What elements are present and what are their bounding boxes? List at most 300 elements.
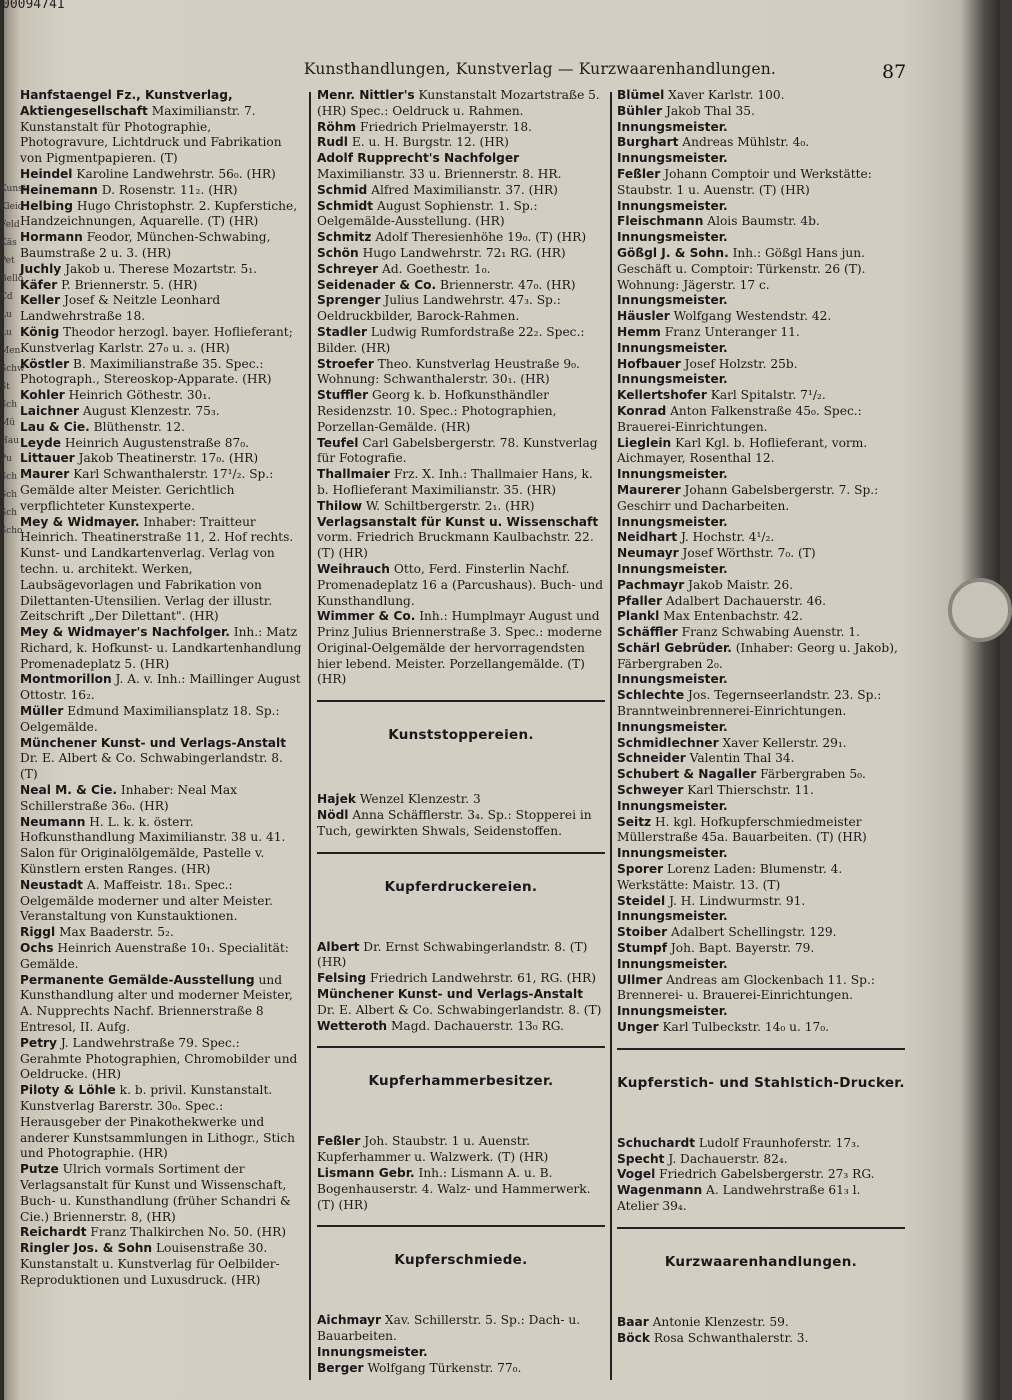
entry-name: Bühler xyxy=(617,103,663,118)
directory-entry xyxy=(20,325,303,357)
directory-entry xyxy=(617,799,905,815)
directory-entry xyxy=(317,971,605,987)
column-2 xyxy=(317,88,605,1377)
directory-entry xyxy=(317,1166,605,1213)
entry-name: Innungsmeister. xyxy=(617,846,728,861)
entry-name: Menr. Nittler's xyxy=(317,88,415,102)
entry-name: Schlechte xyxy=(617,688,685,703)
directory-entry xyxy=(617,815,905,847)
directory-entry xyxy=(617,104,905,120)
entry-name: Innungsmeister. xyxy=(617,340,728,355)
directory-entry xyxy=(20,704,303,736)
entry-details: Inh.: Gößgl Hans jun. Geschäft u. Comptoir: Türkenstr. 26 (T). Wohnung: Jägerstr. 17 c. xyxy=(617,245,866,292)
entry-details: Feodor, München-Schwabing, Baumstraße 2 u. 3. (HR) xyxy=(20,230,271,260)
entry-list xyxy=(317,1313,605,1376)
entry-details: Blüthenstr. 12. xyxy=(89,419,185,434)
directory-entry xyxy=(617,941,905,957)
entry-details: Kunstanstalt Mozartstraße 5. (HR) Spec.: Oeldruck u. Rahmen. xyxy=(317,88,600,118)
entry-name: Schweyer xyxy=(617,783,684,798)
directory-entry xyxy=(617,609,905,625)
entry-details: A. Maffeistr. 18₁. Spec.: Oelgemälde moderner und alter Meister. Veranstaltung von Kunstauktionen. xyxy=(20,877,273,924)
section-kupferdruckereien xyxy=(317,852,605,940)
directory-entry xyxy=(20,199,303,231)
entry-name: Baar xyxy=(617,1314,649,1329)
directory-entry xyxy=(20,230,303,262)
directory-entry xyxy=(617,1152,905,1168)
entry-details: Friedrich Prielmayerstr. 18. xyxy=(356,119,533,134)
entry-name: Hofbauer xyxy=(617,356,681,371)
entry-name: Feßler xyxy=(617,166,661,181)
entry-details: E. u. H. Burgstr. 12. (HR) xyxy=(347,135,509,150)
directory-entry xyxy=(617,325,905,341)
entry-details: Franz Thalkirchen No. 50. (HR) xyxy=(86,1225,287,1240)
left-strip-fragment: Sch xyxy=(0,508,18,518)
left-strip-fragment: Sch xyxy=(0,472,18,482)
entry-details: (Inhaber: Georg u. Jakob), Färbergraben 2₀. xyxy=(617,640,898,671)
directory-entry xyxy=(317,436,605,468)
entry-details: Hugo Christophstr. 2. Kupferstiche, Handzeichnungen, Aquarelle. (T) (HR) xyxy=(20,198,298,229)
column-1 xyxy=(20,88,303,1289)
entry-details: Xaver Karlstr. 100. xyxy=(664,88,785,102)
directory-entry xyxy=(617,467,905,483)
entry-name: Häusler xyxy=(617,309,670,324)
entry-list xyxy=(317,1134,605,1213)
entry-details: Anna Schäfflerstr. 3₄. Sp.: Stopperei in Tuch, gewirkten Shwals, Seidenstoffen. xyxy=(317,808,592,838)
directory-entry xyxy=(617,388,905,404)
page-number: 87 xyxy=(882,61,907,83)
entry-details: Theodor herzogl. bayer. Hoflieferant; Kunstverlag Karlstr. 27₀ u. ₃. (HR) xyxy=(20,324,293,355)
column-rule-1 xyxy=(309,92,311,1380)
directory-entry xyxy=(20,88,303,167)
directory-entry xyxy=(317,278,605,294)
directory-entry xyxy=(617,1004,905,1020)
entry-name: Seidenader & Co. xyxy=(317,277,437,292)
entry-name: Wimmer & Co. xyxy=(317,609,416,624)
entry-details: Adalbert Schellingstr. 129. xyxy=(667,925,837,940)
directory-entry xyxy=(317,562,605,609)
entry-details: Franz Unteranger 11. xyxy=(660,324,800,339)
left-strip-fragment: Bello xyxy=(0,274,24,284)
entry-details: D. Rosenstr. 11₂. (HR) xyxy=(97,182,238,197)
entry-name: Innungsmeister. xyxy=(617,909,728,924)
entry-name: Permanente Gemälde-Ausstellung xyxy=(20,972,255,987)
entry-name: Innungsmeister. xyxy=(617,1004,728,1019)
entry-name: Schmitz xyxy=(317,230,372,245)
directory-entry xyxy=(617,372,905,388)
entry-details: Jakob Theatinerstr. 17₀. (HR) xyxy=(74,451,259,466)
entry-details: Xaver Kellerstr. 29₁. xyxy=(718,735,847,750)
entry-name: Kellertshofer xyxy=(617,388,707,403)
entry-details: Heinrich Augustenstraße 87₀. xyxy=(60,435,249,450)
left-strip-fragment: Pu xyxy=(0,454,12,464)
entry-details: und Kunsthandlung alter und moderner Meister, A. Nupprechts Nachf. Briennerstraße 8 Entresol, II. Aufg. xyxy=(20,972,293,1035)
entry-name: Innungsmeister. xyxy=(617,798,728,813)
entry-name: Lieglein xyxy=(617,435,672,450)
entry-name: Kohler xyxy=(20,388,65,403)
entry-details: Färbergraben 5₀. xyxy=(756,767,866,782)
directory-entry xyxy=(20,1083,303,1162)
entry-details: J. Hochstr. 4¹/₂. xyxy=(677,530,775,545)
entry-name: Helbing xyxy=(20,198,73,213)
entry-name: Münchener Kunst- und Verlags-Anstalt xyxy=(20,735,287,750)
directory-entry xyxy=(20,404,303,420)
entry-details: A. Landwehrstraße 61₃ l. Atelier 39₄. xyxy=(617,1183,861,1213)
directory-entry xyxy=(20,941,303,973)
directory-entry xyxy=(20,420,303,436)
entry-name: Schön xyxy=(317,245,359,260)
entry-details: k. b. privil. Kunstanstalt. Kunstverlag Barerstr. 30₀. Spec.: Herausgeber der Pinakothekwerke und anderer Kunstsammlungen in Lithogr., Stich und Photographie. (HR) xyxy=(20,1083,295,1161)
entry-list xyxy=(617,88,905,1036)
entry-name: Verlagsanstalt für Kunst u. Wissenschaft xyxy=(317,514,599,529)
entry-details: Rosa Schwanthalerstr. 3. xyxy=(650,1330,809,1345)
directory-entry xyxy=(20,925,303,941)
entry-details: Johann Gabelsbergerstr. 7. Sp.: Geschirr und Dacharbeiten. xyxy=(617,482,879,513)
entry-name: Blümel xyxy=(617,88,665,102)
directory-entry xyxy=(20,625,303,672)
entry-name: Schäffler xyxy=(617,625,678,640)
directory-entry xyxy=(617,909,905,925)
entry-name: Innungsmeister. xyxy=(617,561,728,576)
entry-details: Friedrich Landwehrstr. 61, RG. (HR) xyxy=(366,971,596,986)
directory-entry xyxy=(617,1136,905,1152)
entry-details: Heinrich Auenstraße 10₁. Specialität: Gemälde. xyxy=(20,941,289,971)
directory-entry xyxy=(20,436,303,452)
entry-details: J. Landwehrstraße 79. Spec.: Gerahmte Photographien, Chromobilder und Oeldrucke. (HR) xyxy=(20,1035,298,1082)
entry-details: Carl Gabelsbergerstr. 78. Kunstverlag für Fotografie. xyxy=(317,435,598,466)
entry-details: Inh.: Matz Richard, k. Hofkunst- u. Landkartenhandlung Promenadeplatz 5. (HR) xyxy=(20,625,302,671)
entry-name: Steidel xyxy=(617,893,666,908)
directory-entry xyxy=(617,135,905,151)
entry-name: Sporer xyxy=(617,862,664,877)
directory-entry xyxy=(317,515,605,562)
directory-entry xyxy=(317,151,605,183)
directory-entry xyxy=(617,783,905,799)
entry-name: Neal M. & Cie. xyxy=(20,783,118,798)
entry-details: H. L. k. k. österr. Hofkunsthandlung Maximilianstr. 38 u. 41. Salon für Originalölgemälde, Pastelle v. Künstlern ersten Ranges. (HR) xyxy=(20,814,286,877)
entry-details: Valentin Thal 34. xyxy=(685,751,795,766)
entry-details: Heinrich Göthestr. 30₁. xyxy=(64,388,212,403)
entry-details: August Klenzestr. 75₃. xyxy=(79,403,220,418)
entry-name: Schmidlechner xyxy=(617,735,719,750)
directory-entry xyxy=(317,262,605,278)
directory-entry xyxy=(617,957,905,973)
entry-name: Vogel xyxy=(617,1167,656,1182)
entry-name: Schubert & Nagaller xyxy=(617,767,757,782)
directory-entry xyxy=(317,120,605,136)
entry-list xyxy=(617,1136,905,1215)
entry-list xyxy=(617,1315,905,1347)
directory-entry xyxy=(20,1241,303,1288)
directory-entry xyxy=(20,783,303,815)
entry-name: Stumpf xyxy=(617,941,668,956)
entry-details: Julius Landwehrstr. 47₃. Sp.: Oeldruckbilder, Barock-Rahmen. xyxy=(317,293,561,324)
entry-details: Louisenstraße 30. Kunstanstalt u. Kunstverlag für Oelbilder-Reproduktionen und Luxusdruck. (HR) xyxy=(20,1241,280,1287)
directory-entry xyxy=(617,151,905,167)
directory-entry xyxy=(617,1183,905,1215)
entry-name: Stuffler xyxy=(317,388,369,403)
directory-entry xyxy=(317,246,605,262)
entry-name: Lismann Gebr. xyxy=(317,1166,415,1181)
directory-entry xyxy=(20,167,303,183)
entry-name: König xyxy=(20,324,60,339)
entry-details: Briennerstr. 47₀. (HR) xyxy=(436,277,576,292)
entry-name: Innungsmeister. xyxy=(617,293,728,308)
left-strip-fragment: Käs xyxy=(0,238,17,248)
directory-entry xyxy=(617,751,905,767)
directory-entry xyxy=(617,688,905,720)
directory-entry xyxy=(20,262,303,278)
directory-entry xyxy=(617,309,905,325)
entry-name: Petry xyxy=(20,1035,57,1050)
left-strip-fragment: Lu xyxy=(0,310,12,320)
entry-details: Theo. Kunstverlag Heustraße 9₀. Wohnung: Schwanthalerstr. 30₁. (HR) xyxy=(317,356,580,387)
directory-entry xyxy=(20,736,303,783)
directory-entry xyxy=(617,88,905,104)
directory-entry xyxy=(617,515,905,531)
entry-name: Ochs xyxy=(20,941,54,956)
entry-details: B. Maximilianstraße 35. Spec.: Photograph., Stereoskop-Apparate. (HR) xyxy=(20,356,272,387)
entry-name: Reichardt xyxy=(20,1225,87,1240)
entry-name: Schärl Gebrüder. xyxy=(617,640,732,655)
directory-entry xyxy=(317,88,605,120)
entry-details: Karl Tulbeckstr. 14₀ u. 17₀. xyxy=(658,1020,830,1035)
entry-name: Laichner xyxy=(20,403,80,418)
entry-name: Schneider xyxy=(617,751,686,766)
left-strip-fragment: Sch xyxy=(0,490,18,500)
entry-name: Schuchardt xyxy=(617,1135,696,1150)
entry-name: Teufel xyxy=(317,435,359,450)
entry-details: Dr. Ernst Schwabingerlandstr. 8. (T) (HR) xyxy=(317,939,588,970)
entry-details: Xav. Schillerstr. 5. Sp.: Dach- u. Bauarbeiten. xyxy=(317,1313,581,1344)
directory-entry xyxy=(20,1225,303,1241)
directory-entry xyxy=(20,278,303,294)
entry-name: Rudl xyxy=(317,135,348,150)
entry-name: Feßler xyxy=(317,1134,361,1149)
directory-entry xyxy=(617,246,905,293)
entry-details: Georg k. b. Hofkunsthändler Residenzstr. 10. Spec.: Photographien, Porzellan-Gemälde. (HR) xyxy=(317,388,557,434)
directory-entry xyxy=(317,987,605,1019)
entry-name: Wagenmann xyxy=(617,1183,703,1198)
entry-name: Maurer xyxy=(20,467,70,482)
entry-details: Jakob Maistr. 26. xyxy=(684,577,794,592)
directory-entry xyxy=(617,436,905,468)
directory-entry xyxy=(20,293,303,325)
entry-details: Friedrich Gabelsbergerstr. 27₃ RG. xyxy=(655,1167,875,1182)
entry-details: Magd. Dachauerstr. 13₀ RG. xyxy=(387,1018,564,1033)
entry-name: Mey & Widmayer's Nachfolger. xyxy=(20,625,230,640)
directory-entry xyxy=(617,530,905,546)
left-strip-fragment: Pet xyxy=(0,256,15,266)
directory-entry xyxy=(317,388,605,435)
directory-entry xyxy=(317,1313,605,1345)
entry-details: Joh. Bapt. Bayerstr. 79. xyxy=(667,941,815,956)
entry-name: Maurerer xyxy=(617,482,681,497)
entry-details: Josef Wörthstr. 7₀. (T) xyxy=(678,546,816,561)
left-strip-fragment: Scho xyxy=(0,526,23,536)
entry-name: Innungsmeister. xyxy=(317,1345,428,1360)
entry-name: Müller xyxy=(20,704,64,719)
directory-entry xyxy=(617,720,905,736)
entry-details: J. H. Lindwurmstr. 91. xyxy=(665,893,806,908)
section-kupferstich-drucker xyxy=(617,1048,905,1136)
directory-entry xyxy=(20,467,303,514)
entry-name: Böck xyxy=(617,1330,650,1345)
left-strip-fragment: Men xyxy=(0,346,21,356)
section-title: Kunststoppereien. xyxy=(388,727,534,744)
directory-entry xyxy=(20,973,303,1036)
entry-details: Josef & Neitzle Leonhard Landwehrstraße 18. xyxy=(20,293,221,324)
directory-entry xyxy=(617,925,905,941)
entry-name: Innungsmeister. xyxy=(617,151,728,166)
entry-name: Leyde xyxy=(20,435,61,450)
directory-entry xyxy=(617,1331,905,1347)
directory-entry xyxy=(317,293,605,325)
directory-entry xyxy=(317,325,605,357)
entry-name: Thallmaier xyxy=(317,467,390,482)
entry-details: Jos. Tegernseerlandstr. 23. Sp.: Branntweinbrennerei-Einrichtungen. xyxy=(617,688,882,719)
entry-details: Wolfgang Westendstr. 42. xyxy=(669,309,832,324)
entry-name: Burghart xyxy=(617,135,679,150)
entry-name: Seitz xyxy=(617,814,652,829)
entry-details: Karl Spitalstr. 7¹/₂. xyxy=(706,388,826,403)
column-rule-2 xyxy=(610,92,612,1380)
entry-name: Putze xyxy=(20,1162,59,1177)
entry-details: Andreas am Glockenbach 11. Sp.: Brennerei- u. Brauerei-Einrichtungen. xyxy=(617,972,875,1003)
entry-name: Heinemann xyxy=(20,182,98,197)
entry-list xyxy=(317,88,605,688)
entry-name: Wetteroth xyxy=(317,1018,388,1033)
directory-entry xyxy=(20,878,303,925)
entry-details: J. A. v. Inh.: Maillinger August Ottostr. 16₂. xyxy=(20,672,301,703)
directory-entry xyxy=(20,815,303,878)
entry-details: Wenzel Klenzestr. 3 xyxy=(355,792,481,807)
entry-details: Ludwig Rumfordstraße 22₂. Spec.: Bilder. (HR) xyxy=(317,324,585,355)
entry-details: W. Schiltbergerstr. 2₁. (HR) xyxy=(361,498,535,513)
entry-name: Röhm xyxy=(317,119,357,134)
directory-entry xyxy=(617,767,905,783)
entry-details: Hugo Landwehrstr. 72₁ RG. (HR) xyxy=(358,245,566,260)
clasp-ring-icon xyxy=(948,578,1012,642)
entry-name: Felsing xyxy=(317,971,367,986)
entry-details: Adalbert Dachauerstr. 46. xyxy=(662,593,826,608)
entry-name: Innungsmeister. xyxy=(617,230,728,245)
left-strip-fragment: Lu xyxy=(0,328,12,338)
directory-entry xyxy=(617,736,905,752)
book-clasp xyxy=(948,560,1000,660)
directory-entry xyxy=(617,214,905,230)
entry-details: Joh. Staubstr. 1 u. Auenstr. Kupferhammer u. Walzwerk. (T) (HR) xyxy=(317,1134,549,1165)
entry-name: Pfaller xyxy=(617,593,663,608)
entry-details: Antonie Klenzestr. 59. xyxy=(648,1314,789,1329)
directory-entry xyxy=(617,641,905,673)
entry-details: Jakob u. Therese Mozartstr. 5₁. xyxy=(61,261,257,276)
entry-name: Plankl xyxy=(617,609,660,624)
entry-name: Aichmayr xyxy=(317,1313,382,1328)
directory-entry xyxy=(317,230,605,246)
entry-details: H. kgl. Hofkupferschmiedmeister Müllerstraße 45a. Bauarbeiten. (T) (HR) xyxy=(617,814,867,845)
directory-entry xyxy=(317,1134,605,1166)
directory-entry xyxy=(20,451,303,467)
directory-entry xyxy=(617,199,905,215)
directory-entry xyxy=(617,625,905,641)
column-3 xyxy=(617,88,905,1346)
entry-name: Schreyer xyxy=(317,261,379,276)
directory-entry xyxy=(317,199,605,231)
entry-details: Ludolf Fraunhoferstr. 17₃. xyxy=(695,1135,860,1150)
entry-details: Ad. Goethestr. 1₀. xyxy=(378,261,491,276)
entry-details: Dr. E. Albert & Co. Schwabingerlandstr. 8. (T) xyxy=(20,751,283,782)
entry-name: Innungsmeister. xyxy=(617,514,728,529)
entry-name: Ullmer xyxy=(617,972,663,987)
entry-name: Hanfstaengel Fz., Kunstverlag, Aktiengesellschaft xyxy=(20,88,233,118)
entry-name: Neustadt xyxy=(20,877,83,892)
entry-name: Neidhart xyxy=(617,530,678,545)
entry-details: Lorenz Laden: Blumenstr. 4. Werkstätte: Maistr. 13. (T) xyxy=(617,862,843,892)
entry-name: Heindel xyxy=(20,166,73,181)
entry-details: Alois Baumstr. 4b. xyxy=(703,214,820,229)
directory-entry xyxy=(20,357,303,389)
directory-entry xyxy=(317,940,605,972)
entry-details: Otto, Ferd. Finsterlin Nachf. Promenadeplatz 16 a (Parcushaus). Buch- und Kunsthandlung. xyxy=(317,561,604,608)
directory-entry xyxy=(617,293,905,309)
entry-details: Inhaber: Neal Max Schillerstraße 36₀. (HR) xyxy=(20,783,238,813)
left-strip-fragment: Hau xyxy=(0,436,20,446)
entry-name: Innungsmeister. xyxy=(617,372,728,387)
entry-name: Schmid xyxy=(317,182,368,197)
entry-name: Stroefer xyxy=(317,356,374,371)
entry-name: Nödl xyxy=(317,808,349,823)
directory-entry xyxy=(617,167,905,199)
directory-entry xyxy=(617,973,905,1005)
entry-name: Münchener Kunst- und Verlags-Anstalt xyxy=(317,987,584,1002)
entry-details: Karoline Landwehrstr. 56₀. (HR) xyxy=(72,166,276,181)
directory-entry xyxy=(617,483,905,515)
entry-details: vorm. Friedrich Bruckmann Kaulbachstr. 22. (T) (HR) xyxy=(317,530,594,561)
entry-details: Karl Kgl. b. Hoflieferant, vorm. Aichmayer, Rosenthal 12. xyxy=(617,435,868,466)
entry-details: Alfred Maximilianstr. 37. (HR) xyxy=(367,182,558,197)
directory-entry xyxy=(617,672,905,688)
directory-entry xyxy=(617,1315,905,1331)
entry-name: Hemm xyxy=(617,324,661,339)
entry-details: Jakob Thal 35. xyxy=(662,103,755,118)
directory-entry xyxy=(617,894,905,910)
entry-name: Köstler xyxy=(20,356,70,371)
section-title: Kupferstich- und Stahlstich-Drucker. xyxy=(617,1074,905,1091)
entry-list xyxy=(317,940,605,1035)
entry-name: Specht xyxy=(617,1151,665,1166)
directory-entry xyxy=(317,808,605,840)
section-title: Kupferhammerbesitzer. xyxy=(368,1073,554,1090)
directory-entry xyxy=(317,357,605,389)
section-kunststoppereien xyxy=(317,700,605,792)
left-strip-fragment: Sch xyxy=(0,400,18,410)
entry-details: August Sophienstr. 1. Sp.: Oelgemälde-Ausstellung. (HR) xyxy=(317,198,538,229)
entry-list xyxy=(20,88,303,1289)
directory-entry xyxy=(617,862,905,894)
left-strip-fragment: Mü xyxy=(0,418,16,428)
entry-details: Max Baaderstr. 5₂. xyxy=(55,925,174,940)
entry-details: Dr. E. Albert & Co. Schwabingerlandstr. 8. (T) xyxy=(317,1002,602,1017)
entry-name: Berger xyxy=(317,1360,364,1375)
directory-entry xyxy=(20,1036,303,1083)
left-strip-fragment: Schw xyxy=(0,364,25,374)
directory-entry xyxy=(617,594,905,610)
directory-entry xyxy=(317,499,605,515)
directory-entry xyxy=(317,1345,605,1361)
entry-name: Innungsmeister. xyxy=(617,956,728,971)
entry-name: Innungsmeister. xyxy=(617,719,728,734)
entry-details: Inh.: Humplmayr August und Prinz Julius Briennerstraße 3. Spec.: moderne Original-Oelgemälde der hervorragendsten hier lebend. Meister. Porzellangemälde. (T) (HR) xyxy=(317,609,603,687)
